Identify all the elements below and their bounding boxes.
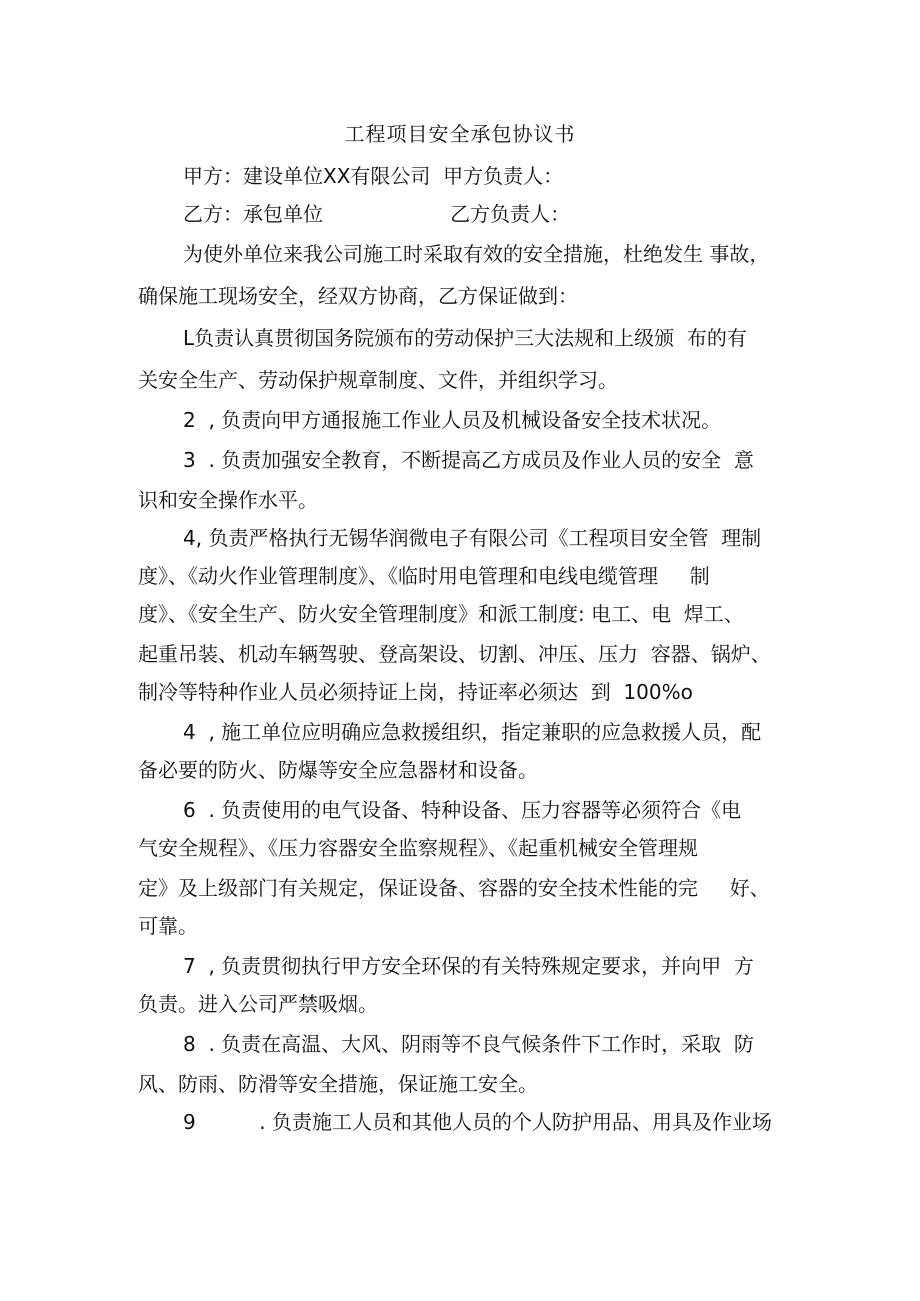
clause-7-line-2: 负责。进入公司严禁吸烟。 xyxy=(138,992,378,1016)
party-b-line: 乙方：承包单位 乙方负责人： xyxy=(183,202,571,226)
clause-1-line-2: 关安全生产、劳动保护规章制度、文件，并组织学习。 xyxy=(138,368,618,392)
intro-line-1: 为使外单位来我公司施工时采取有效的安全措施，杜绝发生 事故， xyxy=(183,242,770,266)
party-a-line: 甲方：建设单位XX有限公司 甲方负责人： xyxy=(183,164,564,188)
clause-2-line-1: 2 , 负责向甲方通报施工作业人员及机械设备安全技术状况。 xyxy=(183,408,722,432)
clause-5-line-2: 备必要的防火、防爆等安全应急器材和设备。 xyxy=(138,758,538,782)
clause-5-line-1: 4 , 施工单位应明确应急救援组织，指定兼职的应急救援人员，配 xyxy=(183,720,762,744)
clause-6-line-4: 可靠。 xyxy=(138,914,198,938)
clause-1-line-1: L负责认真贯彻国务院颁布的劳动保护三大法规和上级颁 布的有 xyxy=(183,326,747,350)
clause-6-line-1: 6 . 负责使用的电气设备、特种设备、压力容器等必须符合《电 xyxy=(183,798,742,822)
clause-3-line-1: 3 . 负责加强安全教育，不断提高乙方成员及作业人员的安全 意 xyxy=(183,448,754,472)
clause-9-line-1: 9 . 负责施工人员和其他人员的个人防护用品、用具及作业场 xyxy=(183,1110,773,1134)
clause-8-line-1: 8 . 负责在高温、大风、阴雨等不良气候条件下工作时，采取 防 xyxy=(183,1032,754,1056)
document-title: 工程项目安全承包协议书 xyxy=(344,122,576,146)
clause-6-line-2: 气安全规程》、《压力容器安全监察规程》、《起重机械安全管理规 xyxy=(138,836,698,860)
clause-8-line-2: 风、防雨、防滑等安全措施，保证施工安全。 xyxy=(138,1072,538,1096)
intro-line-2: 确保施工现场安全，经双方协商，乙方保证做到： xyxy=(138,284,578,308)
clause-4-line-4: 起重吊装、机动车辆驾驶、登高架设、切割、冲压、压力 容器、锅炉、 xyxy=(138,642,771,666)
clause-4-line-3: 度》、《安全生产、防火安全管理制度》和派工制度: 电工、电 焊工、 xyxy=(138,602,744,626)
clause-4-line-5: 制冷等特种作业人员必须持证上岗，持证率必须达 到 100%o xyxy=(138,680,693,704)
clause-4-line-1: 4, 负责严格执行无锡华润微电子有限公司《工程项目安全管 理制 xyxy=(183,526,762,550)
clause-3-line-2: 识和安全操作水平。 xyxy=(138,488,318,512)
clause-7-line-1: 7 , 负责贯彻执行甲方安全环保的有关特殊规定要求，并向甲 方 xyxy=(183,954,754,978)
clause-4-line-2: 度》、《动火作业管理制度》、《临时用电管理和电线电缆管理 制 xyxy=(138,564,710,588)
clause-6-line-3: 定》及上级部门有关规定，保证设备、容器的安全技术性能的完 好、 xyxy=(138,876,770,900)
